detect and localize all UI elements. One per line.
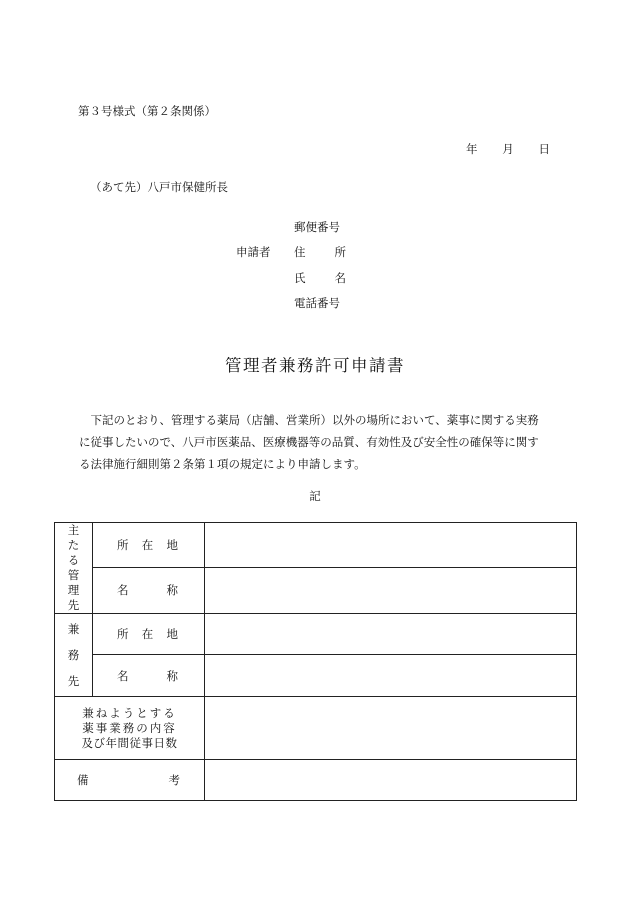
- group-char: 管: [67, 568, 80, 582]
- label-char: 名: [117, 583, 129, 598]
- document-title: 管理者兼務許可申請書: [225, 356, 405, 375]
- table-row: [55, 567, 577, 613]
- postal-code-label: 郵便番号: [294, 220, 340, 234]
- body-line: る法律施行細則第２条第１項の規定により申請します。: [79, 457, 366, 471]
- address-label: [294, 244, 346, 260]
- address-char-2: 所: [334, 245, 346, 259]
- label-char: 称: [166, 583, 178, 598]
- concurrent-location-field[interactable]: [205, 614, 577, 655]
- duties-field[interactable]: [205, 697, 577, 760]
- group-char: 主: [67, 523, 80, 537]
- label-char: 所: [117, 537, 129, 552]
- table-row: [55, 523, 577, 568]
- remarks-label: [55, 760, 205, 801]
- date-month: 月: [502, 142, 514, 156]
- name-char-2: 名: [334, 271, 346, 285]
- location-label: [93, 614, 205, 655]
- table-row: [55, 760, 577, 801]
- main-group-text: [55, 523, 92, 613]
- addressee: （あて先）八戸市保健所長: [90, 180, 228, 194]
- application-table: [54, 522, 577, 801]
- duties-line: 薬事業務の内容: [82, 720, 177, 735]
- label-char: 地: [166, 537, 178, 552]
- main-name-field[interactable]: [205, 567, 577, 613]
- location-label: [93, 523, 205, 568]
- group-char: 務: [67, 648, 80, 662]
- remarks-field[interactable]: [205, 760, 577, 801]
- label-char: 所: [117, 627, 129, 641]
- applicant-label: 申請者: [236, 245, 271, 259]
- body-paragraph: [79, 409, 557, 475]
- main-group-label: [55, 523, 93, 614]
- main-location-field[interactable]: [205, 523, 577, 568]
- phone-label: 電話番号: [294, 296, 340, 310]
- name-label: [294, 270, 346, 286]
- label-char: 名: [117, 668, 129, 683]
- group-char: 兼: [67, 622, 80, 636]
- date-year: 年: [466, 142, 478, 156]
- group-char: た: [67, 538, 80, 552]
- group-char: 理: [67, 583, 80, 597]
- date-day: 日: [538, 142, 550, 156]
- ki-heading: 記: [309, 489, 321, 503]
- label-char: 称: [166, 668, 178, 683]
- name-label-cell: [93, 567, 205, 613]
- table-row: [55, 655, 577, 697]
- name-label-cell: [93, 655, 205, 697]
- concurrent-group-label: [55, 614, 93, 697]
- label-char: 備: [77, 773, 89, 787]
- table-row: [55, 697, 577, 760]
- group-char: る: [67, 553, 80, 567]
- label-char: 考: [168, 773, 180, 787]
- date-line: [466, 141, 550, 157]
- group-char: 先: [67, 674, 80, 688]
- body-line: に従事したいので、八戸市医薬品、医療機器等の品質、有効性及び安全性の確保等に関す: [79, 435, 539, 449]
- name-char-1: 氏: [294, 271, 306, 285]
- body-line: 下記のとおり、管理する薬局（店舗、営業所）以外の場所において、薬事に関する実務: [79, 413, 539, 427]
- concurrent-name-field[interactable]: [205, 655, 577, 697]
- label-char: 在: [141, 537, 154, 552]
- duties-label: [55, 697, 205, 760]
- address-char-1: 住: [294, 245, 306, 259]
- duties-line: 及び年間従事日数: [81, 735, 178, 750]
- table-row: [55, 614, 577, 655]
- duties-line: 兼ねようとする: [82, 705, 177, 720]
- label-char: 在: [141, 627, 154, 641]
- group-char: 先: [67, 598, 80, 612]
- label-char: 地: [166, 627, 178, 641]
- form-number: 第３号様式（第２条関係）: [78, 104, 216, 118]
